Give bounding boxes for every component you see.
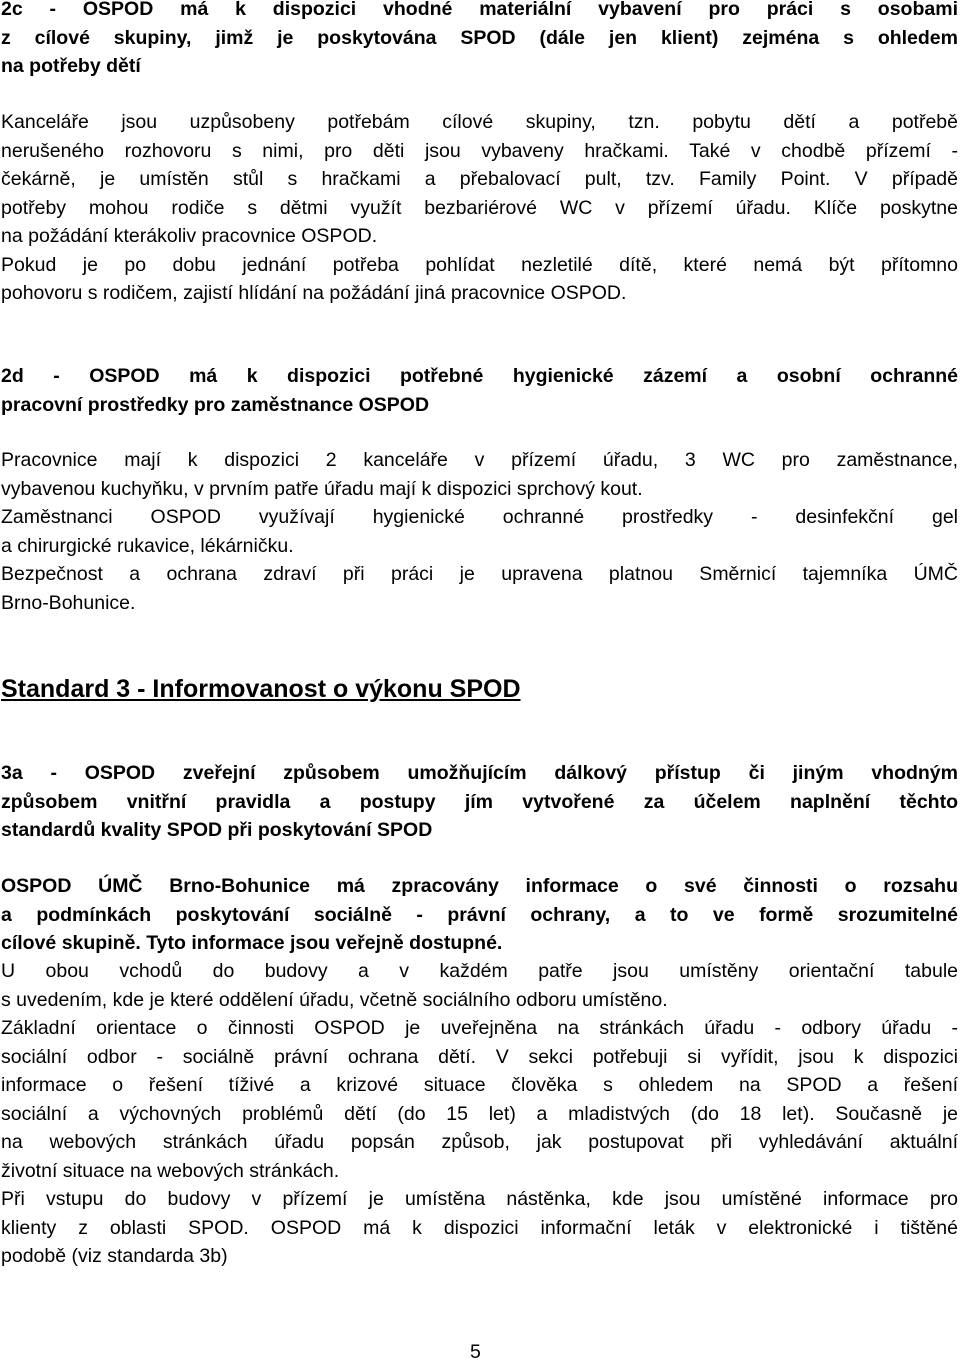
heading-line: 3a - OSPOD zveřejní způsobem umožňujícím dálkový přístup či jiným vhodným xyxy=(1,762,958,784)
body-line: klienty z oblasti SPOD. OSPOD má k dispozici informační leták v elektronické i tištěné xyxy=(1,1216,958,1239)
body-line: podobě (viz standarda 3b) xyxy=(1,1245,228,1267)
section-2c-body xyxy=(1,108,958,308)
body-line: pohovoru s rodičem, zajistí hlídání na požádání jiná pracovnice OSPOD. xyxy=(1,282,627,304)
section-3a-body xyxy=(1,957,958,1271)
body-line: s uvedením, kde je které oddělení úřadu, včetně sociálního odboru umístěno. xyxy=(1,988,668,1011)
section-2d-body xyxy=(1,446,958,617)
heading-line: pracovní prostředky pro zaměstnance OSPOD xyxy=(1,393,430,416)
section-2c-heading xyxy=(1,0,958,81)
body-line: U obou vchodů do budovy a v každém patře jsou umístěny orientační tabule xyxy=(1,960,958,982)
body-line: Při vstupu do budovy v přízemí je umístěna nástěnka, kde jsou umístěné informace pro xyxy=(1,1188,958,1210)
body-line: životní situace na webových stránkách. xyxy=(1,1159,340,1182)
body-line: Základní orientace o činnosti OSPOD je uveřejněna na stránkách úřadu - odbory úřadu - xyxy=(1,1017,958,1039)
heading-line: 2c - OSPOD má k dispozici vhodné materiální vybavení pro práci s osobami xyxy=(1,0,958,20)
lead-line: cílové skupině. Tyto informace jsou veřejně dostupné. xyxy=(1,932,503,954)
body-line: a chirurgické rukavice, lékárničku. xyxy=(1,534,294,557)
heading-line: 2d - OSPOD má k dispozici potřebné hygienické zázemí a osobní ochranné xyxy=(1,365,958,387)
body-line: čekárně, je umístěn stůl s hračkami a přebalovací pult, tzv. Family Point. V případě xyxy=(1,168,958,190)
body-line: informace o řešení tíživé a krizové situace člověka s ohledem na SPOD a řešení xyxy=(1,1074,958,1096)
section-3a-heading xyxy=(1,759,958,845)
body-line: Pokud je po dobu jednání potřeba pohlídat nezletilé dítě, které nemá být přítomno xyxy=(1,253,958,276)
body-line: na webových stránkách úřadu popsán způsob, jak postupovat při vyhledávání aktuální xyxy=(1,1131,958,1153)
body-line: nerušeného rozhovoru s nimi, pro děti jsou vybaveny hračkami. Také v chodbě přízemí - xyxy=(1,139,958,162)
section-2d-heading xyxy=(1,362,958,419)
standard-title: Standard 3 - Informovanost o výkonu SPOD xyxy=(1,675,521,703)
body-line: na požádání kterákoliv pracovnice OSPOD. xyxy=(1,225,378,247)
heading-line: z cílové skupiny, jimž je poskytována SPOD (dále jen klient) zejména s ohledem xyxy=(1,26,958,49)
section-3a-lead xyxy=(1,872,958,958)
body-line: potřeby mohou rodiče s dětmi využít bezbariérové WC v přízemí úřadu. Klíče poskytne xyxy=(1,196,958,219)
page-number: 5 xyxy=(470,1341,481,1363)
body-line: Bezpečnost a ochrana zdraví při práci je upravena platnou Směrnicí tajemníka ÚMČ xyxy=(1,563,958,585)
body-line: Zaměstnanci OSPOD využívají hygienické ochranné prostředky - desinfekční gel xyxy=(1,506,958,528)
body-line: Brno-Bohunice. xyxy=(1,591,136,614)
body-line: sociální odbor - sociálně právní ochrana dětí. V sekci potřebuji si vyřídit, jsou k dispozici xyxy=(1,1045,958,1068)
heading-line: standardů kvality SPOD při poskytování SPOD xyxy=(1,819,433,841)
body-line: Pracovnice mají k dispozici 2 kanceláře v přízemí úřadu, 3 WC pro zaměstnance, xyxy=(1,449,958,471)
heading-line: na potřeby dětí xyxy=(1,55,141,77)
body-line: Kanceláře jsou uzpůsobeny potřebám cílové skupiny, tzn. pobytu dětí a potřebě xyxy=(1,111,958,133)
body-line: vybavenou kuchyňku, v prvním patře úřadu mají k dispozici sprchový kout. xyxy=(1,477,643,500)
lead-line: OSPOD ÚMČ Brno-Bohunice má zpracovány informace o své činnosti o rozsahu xyxy=(1,875,958,897)
heading-line: způsobem vnitřní pravidla a postupy jím vytvořené za účelem naplnění těchto xyxy=(1,790,958,813)
lead-line: a podmínkách poskytování sociálně - právní ochrany, a to ve formě srozumitelné xyxy=(1,903,958,926)
body-line: sociální a výchovných problémů dětí (do 15 let) a mladistvých (do 18 let). Současně je xyxy=(1,1102,958,1125)
